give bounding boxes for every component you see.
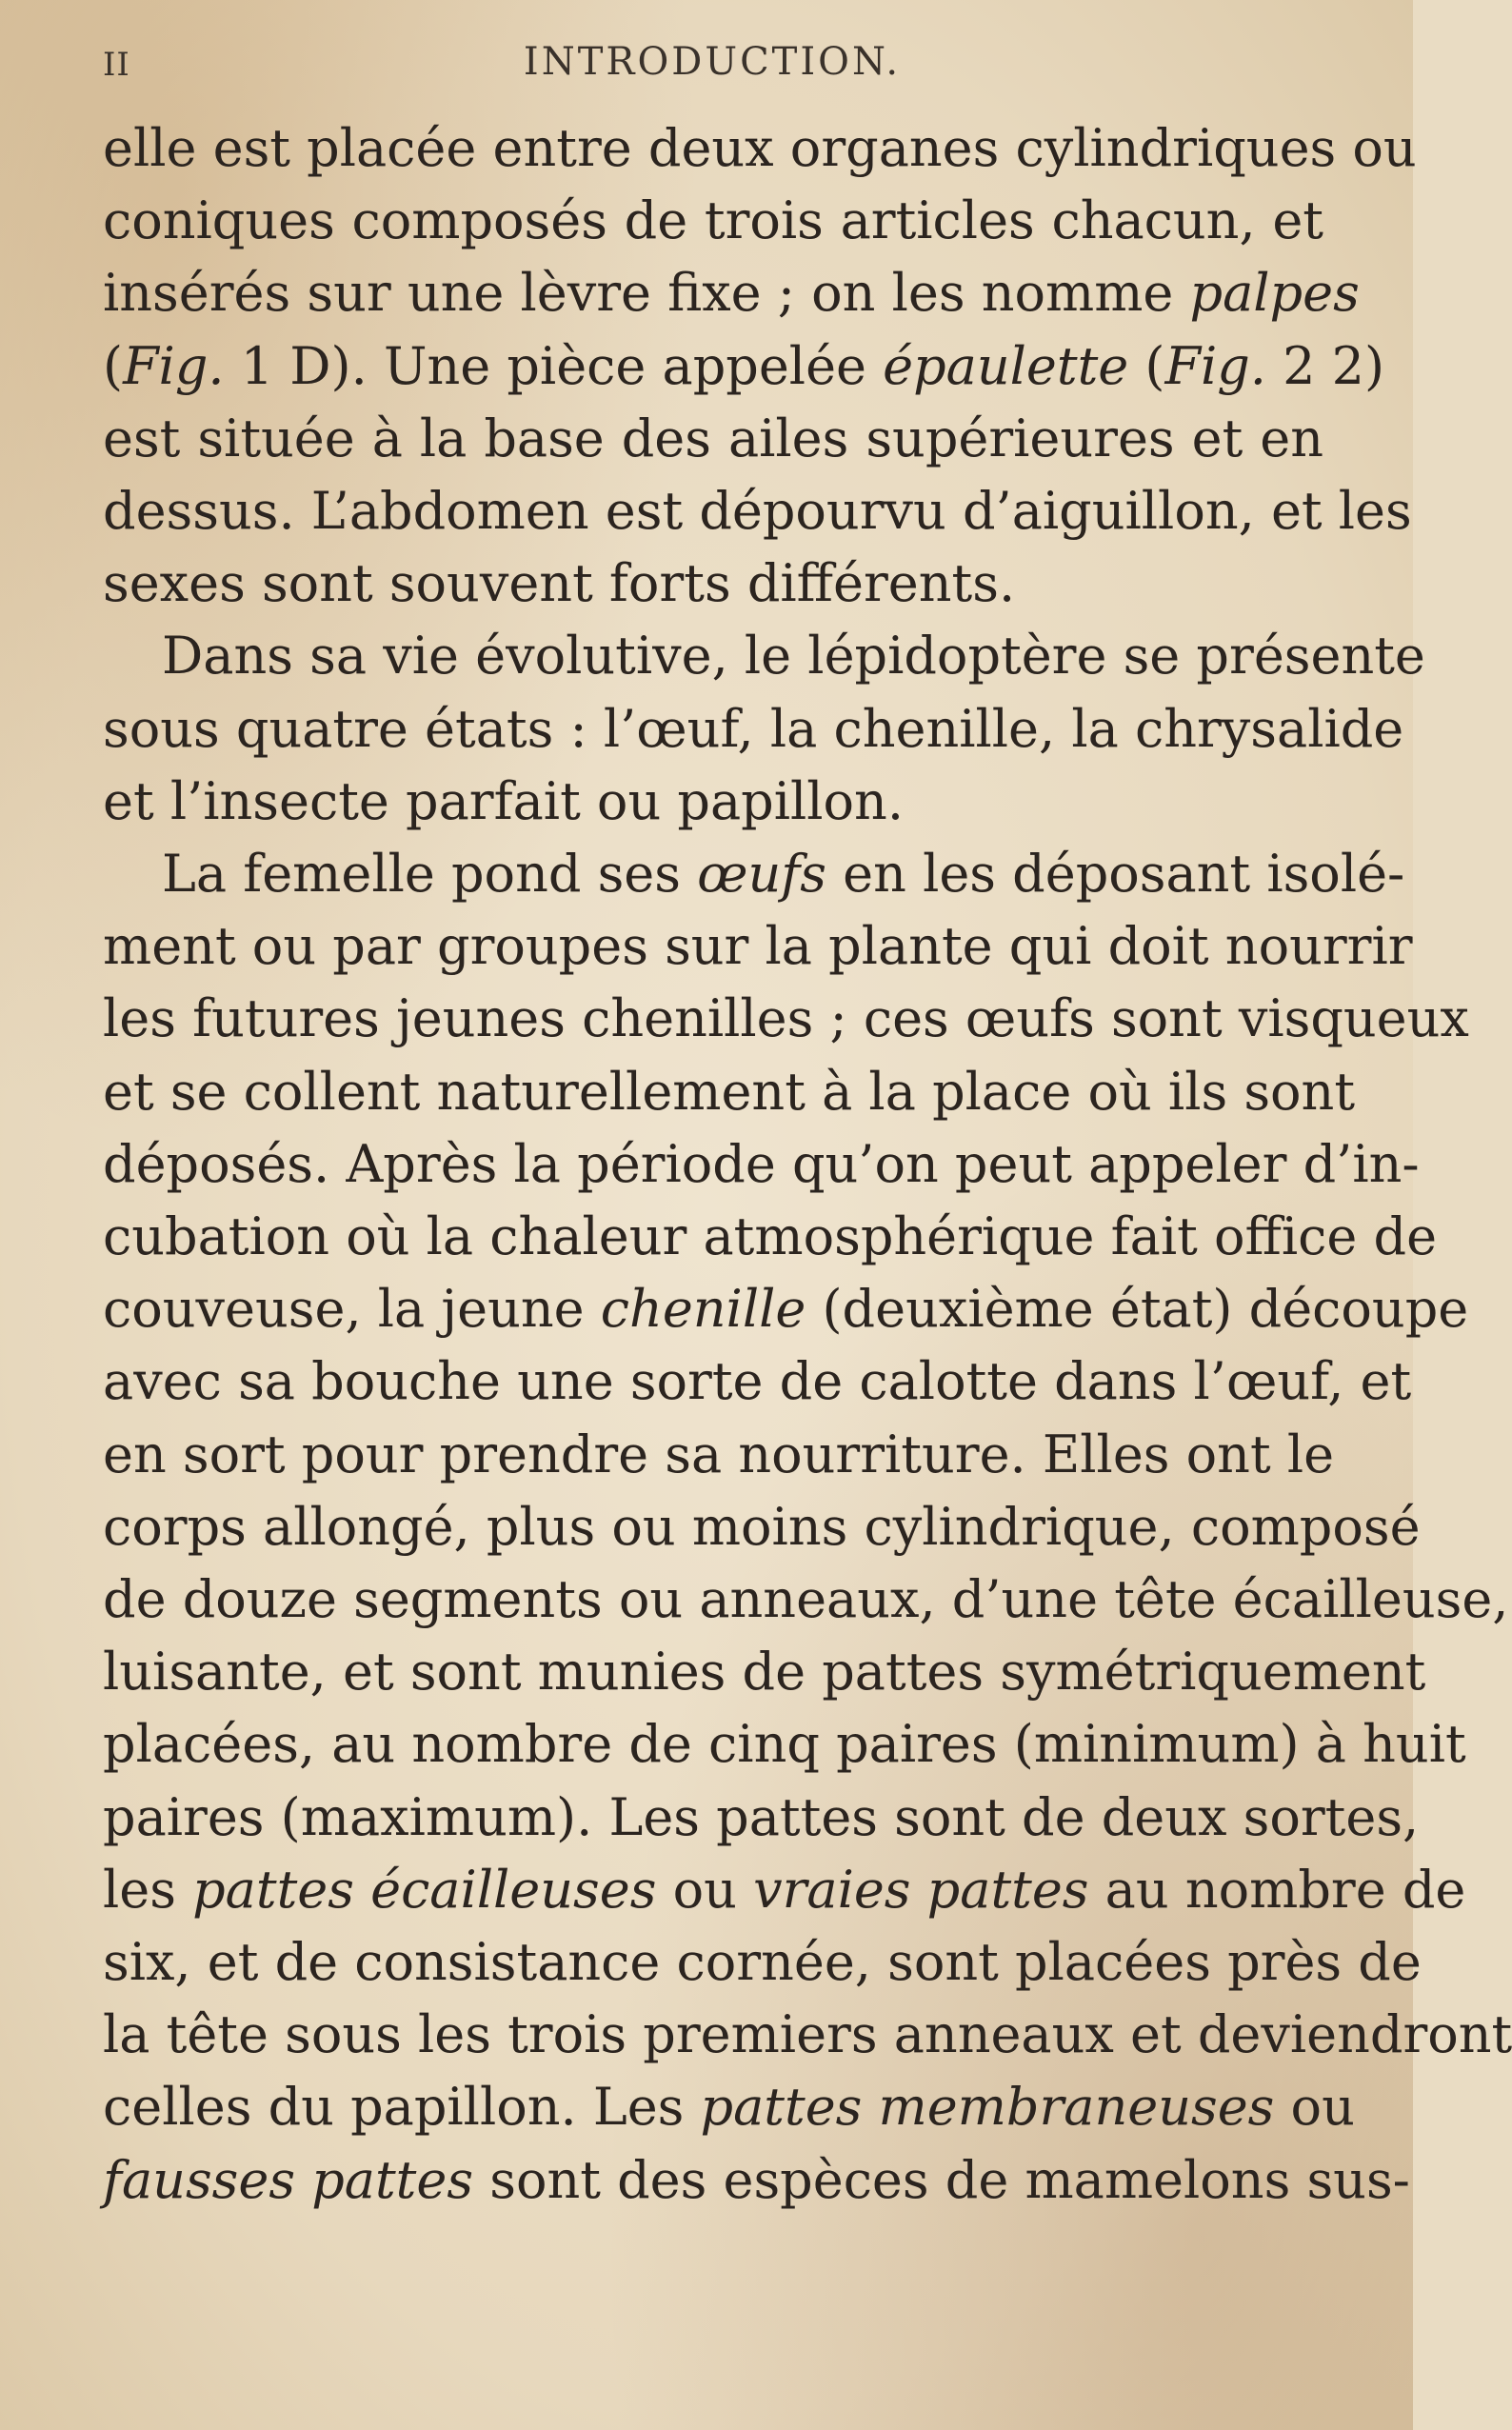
text-line [103, 1708, 1466, 1781]
text-run: en sort pour prendre sa nourriture. Elles ont le [103, 1424, 1335, 1484]
text-line [103, 620, 1425, 692]
text-line [103, 983, 1469, 1055]
text-run: Dans sa vie évolutive, le lépidoptère se présente [162, 626, 1425, 687]
text-run: luisante, et sont munies de pattes symétriquement [103, 1642, 1426, 1703]
text-run: et se collent naturellement à la place où ils sont [103, 1061, 1356, 1122]
italic-term: pattes membraneuses [700, 2077, 1275, 2138]
text-run: celles du papillon. Les [103, 2077, 701, 2138]
text-run: (deuxième état) découpe [806, 1279, 1469, 1340]
body-text [103, 112, 1512, 2217]
text-run: au nombre de [1088, 1859, 1466, 1920]
text-line [103, 910, 1413, 983]
text-run: déposés. Après la période qu’on peut appeler d’in- [103, 1133, 1420, 1194]
italic-term: fausses pattes [103, 2149, 474, 2210]
text-run: 2 2) [1265, 335, 1385, 396]
text-line [103, 693, 1404, 766]
text-run: coniques composés de trois articles chacun, et [103, 190, 1323, 251]
text-line [103, 1201, 1438, 1273]
text-line [103, 1273, 1469, 1345]
text-run: elle est placée entre deux organes cylindriques ou [103, 118, 1417, 178]
text-line [103, 838, 1405, 910]
text-line [103, 1999, 1512, 2071]
italic-term: œufs [697, 844, 826, 905]
text-line [103, 1926, 1422, 1999]
text-line [103, 1056, 1356, 1128]
italic-term: chenille [600, 1279, 806, 1340]
page-number: II [103, 46, 130, 84]
text-run: est située à la base des ailes supérieures et en [103, 408, 1323, 468]
text-run: couveuse, la jeune [103, 1279, 601, 1340]
text-line [103, 185, 1323, 257]
text-line [103, 1419, 1335, 1491]
text-run: ment ou par groupes sur la plante qui doit nourrir [103, 916, 1413, 977]
text-run: cubation où la chaleur atmosphérique fait office de [103, 1206, 1438, 1267]
text-line [103, 766, 1323, 838]
italic-term: palpes [1189, 263, 1360, 324]
text-run: dessus. L’abdomen est dépourvu d’aiguillon, et les [103, 481, 1412, 542]
text-run: de douze segments ou anneaux, d’une tête écailleuse, [103, 1569, 1509, 1630]
text-run: ( [1128, 335, 1165, 396]
text-line [103, 1782, 1420, 1854]
text-line [103, 257, 1360, 329]
text-run: les futures jeunes chenilles ; ces œufs sont visqueux [103, 988, 1469, 1049]
text-line [103, 1636, 1426, 1708]
paragraph [103, 112, 1417, 620]
italic-term: vraies pattes [753, 1859, 1089, 1920]
text-run: avec sa bouche une sorte de calotte dans l’œuf, et [103, 1351, 1412, 1412]
text-run: la tête sous les trois premiers anneaux et deviendront [103, 2004, 1512, 2065]
text-run: La femelle pond ses [162, 844, 698, 905]
text-line [103, 1564, 1509, 1636]
text-run: sous quatre états : l’œuf, la chenille, la chrysalide [103, 698, 1404, 759]
paragraph [103, 838, 1512, 2217]
text-run: en les déposant isolé- [826, 844, 1405, 905]
text-run: insérés sur une lèvre fixe ; on les nomme [103, 263, 1190, 324]
running-head: INTRODUCTION. [523, 40, 902, 84]
italic-term: Fig. [123, 335, 225, 396]
text-run: paires (maximum). Les pattes sont de deux sortes, [103, 1786, 1420, 1847]
text-run: les [103, 1859, 193, 1920]
text-run: ou [1274, 2077, 1355, 2138]
text-run: six, et de consistance cornée, sont placées près de [103, 1932, 1422, 1993]
italic-term: épaulette [883, 335, 1129, 396]
text-line [103, 1345, 1412, 1418]
text-line [103, 403, 1323, 475]
text-line [103, 2071, 1355, 2143]
text-line [103, 475, 1412, 548]
text-line [103, 1854, 1466, 1926]
italic-term: Fig. [1164, 335, 1266, 396]
text-run: ( [103, 335, 124, 396]
text-run: sexes sont souvent forts différents. [103, 553, 1016, 614]
text-line [103, 1128, 1420, 1201]
text-run: sont des espèces de mamelons sus- [473, 2149, 1410, 2210]
text-line [103, 1491, 1421, 1564]
text-line [103, 548, 1323, 620]
text-line [103, 330, 1385, 403]
text-line [103, 2144, 1410, 2217]
page-header [103, 40, 1322, 88]
text-run: placées, au nombre de cinq paires (minimum) à huit [103, 1714, 1466, 1775]
text-line [103, 112, 1417, 185]
text-run: et l’insecte parfait ou papillon. [103, 770, 904, 831]
text-run: 1 D). Une pièce appelée [224, 335, 884, 396]
text-run: corps allongé, plus ou moins cylindrique, composé [103, 1496, 1421, 1557]
text-run: ou [656, 1859, 754, 1920]
italic-term: pattes écailleuses [192, 1859, 657, 1920]
paragraph [103, 620, 1425, 838]
